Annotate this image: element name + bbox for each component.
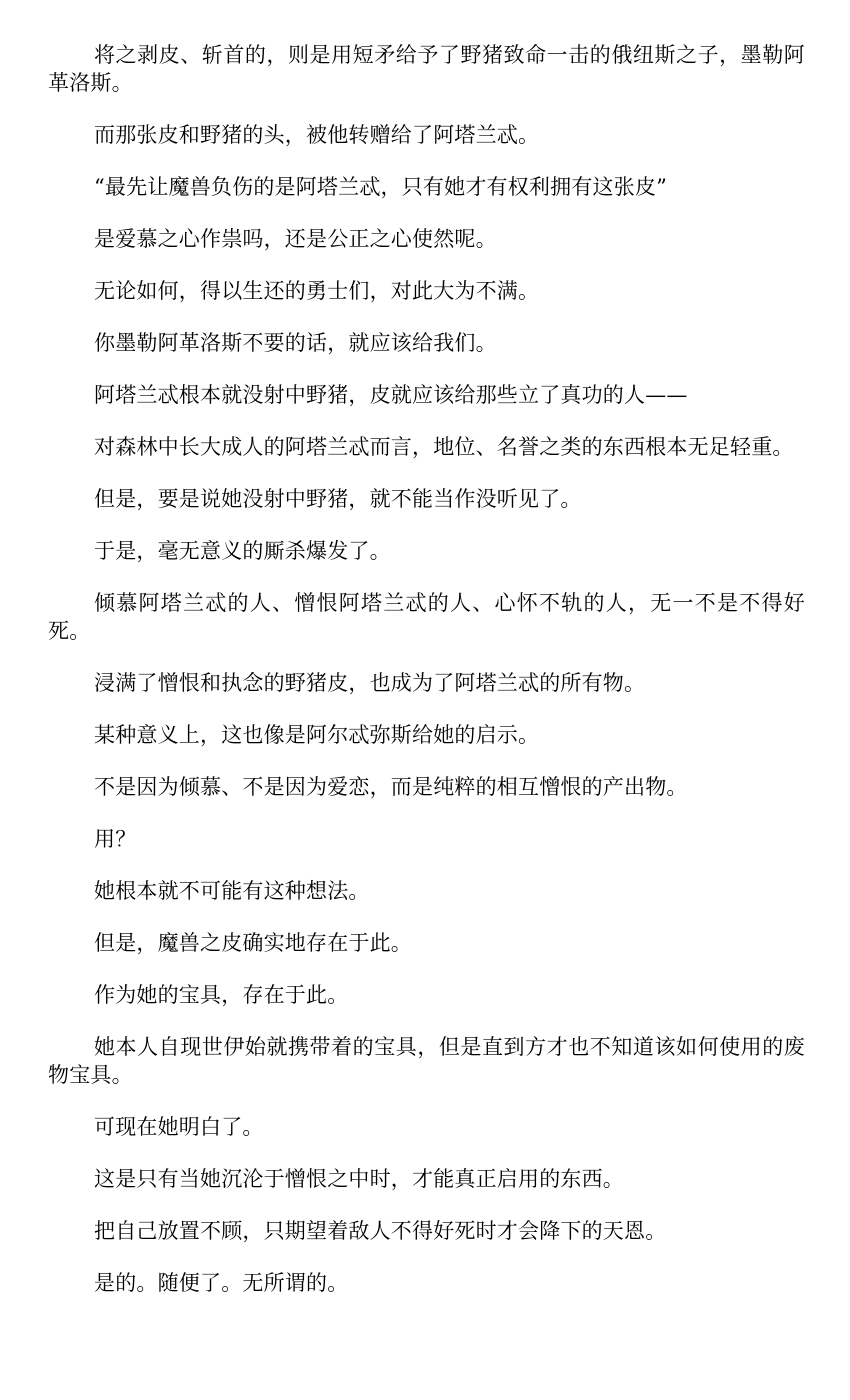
paragraph: 无论如何，得以生还的勇士们，对此大为不满。 xyxy=(94,279,540,303)
paragraph: 这是只有当她沉沦于憎恨之中时，才能真正启用的东西。 xyxy=(94,1167,624,1191)
paragraph: 是的。随便了。无所谓的。 xyxy=(94,1271,349,1295)
paragraph: 她本人自现世伊始就携带着的宝具，但是直到方才也不知道该如何使用的废物宝具。 xyxy=(48,1035,805,1087)
paragraph: 可现在她明白了。 xyxy=(94,1115,264,1139)
paragraph: 但是，魔兽之皮确实地存在于此。 xyxy=(94,931,412,955)
paragraph: 但是，要是说她没射中野猪，就不能当作没听见了。 xyxy=(94,487,582,511)
paragraph: 不是因为倾慕、不是因为爱恋，而是纯粹的相互憎恨的产出物。 xyxy=(94,775,688,799)
document-body xyxy=(48,41,805,1321)
paragraph: 你墨勒阿革洛斯不要的话，就应该给我们。 xyxy=(94,331,497,355)
paragraph: 浸满了憎恨和执念的野猪皮，也成为了阿塔兰忒的所有物。 xyxy=(94,671,646,695)
paragraph: 用？ xyxy=(94,827,137,851)
paragraph: 而那张皮和野猪的头，被他转赠给了阿塔兰忒。 xyxy=(94,123,540,147)
paragraph: 倾慕阿塔兰忒的人、憎恨阿塔兰忒的人、心怀不轨的人，无一不是不得好死。 xyxy=(48,591,805,643)
paragraph: “最先让魔兽负伤的是阿塔兰忒，只有她才有权利拥有这张皮” xyxy=(94,175,668,199)
paragraph: 阿塔兰忒根本就没射中野猪，皮就应该给那些立了真功的人—— xyxy=(94,383,688,407)
paragraph: 作为她的宝具，存在于此。 xyxy=(94,983,349,1007)
paragraph: 将之剥皮、斩首的，则是用短矛给予了野猪致命一击的俄纽斯之子，墨勒阿革洛斯。 xyxy=(48,43,805,95)
paragraph: 把自己放置不顾，只期望着敌人不得好死时才会降下的天恩。 xyxy=(94,1219,667,1243)
paragraph: 是爱慕之心作祟吗，还是公正之心使然呢。 xyxy=(94,227,497,251)
paragraph: 于是，毫无意义的厮杀爆发了。 xyxy=(94,539,391,563)
paragraph: 某种意义上，这也像是阿尔忒弥斯给她的启示。 xyxy=(94,723,540,747)
paragraph: 对森林中长大成人的阿塔兰忒而言，地位、名誉之类的东西根本无足轻重。 xyxy=(94,435,794,459)
paragraph: 她根本就不可能有这种想法。 xyxy=(94,879,370,903)
